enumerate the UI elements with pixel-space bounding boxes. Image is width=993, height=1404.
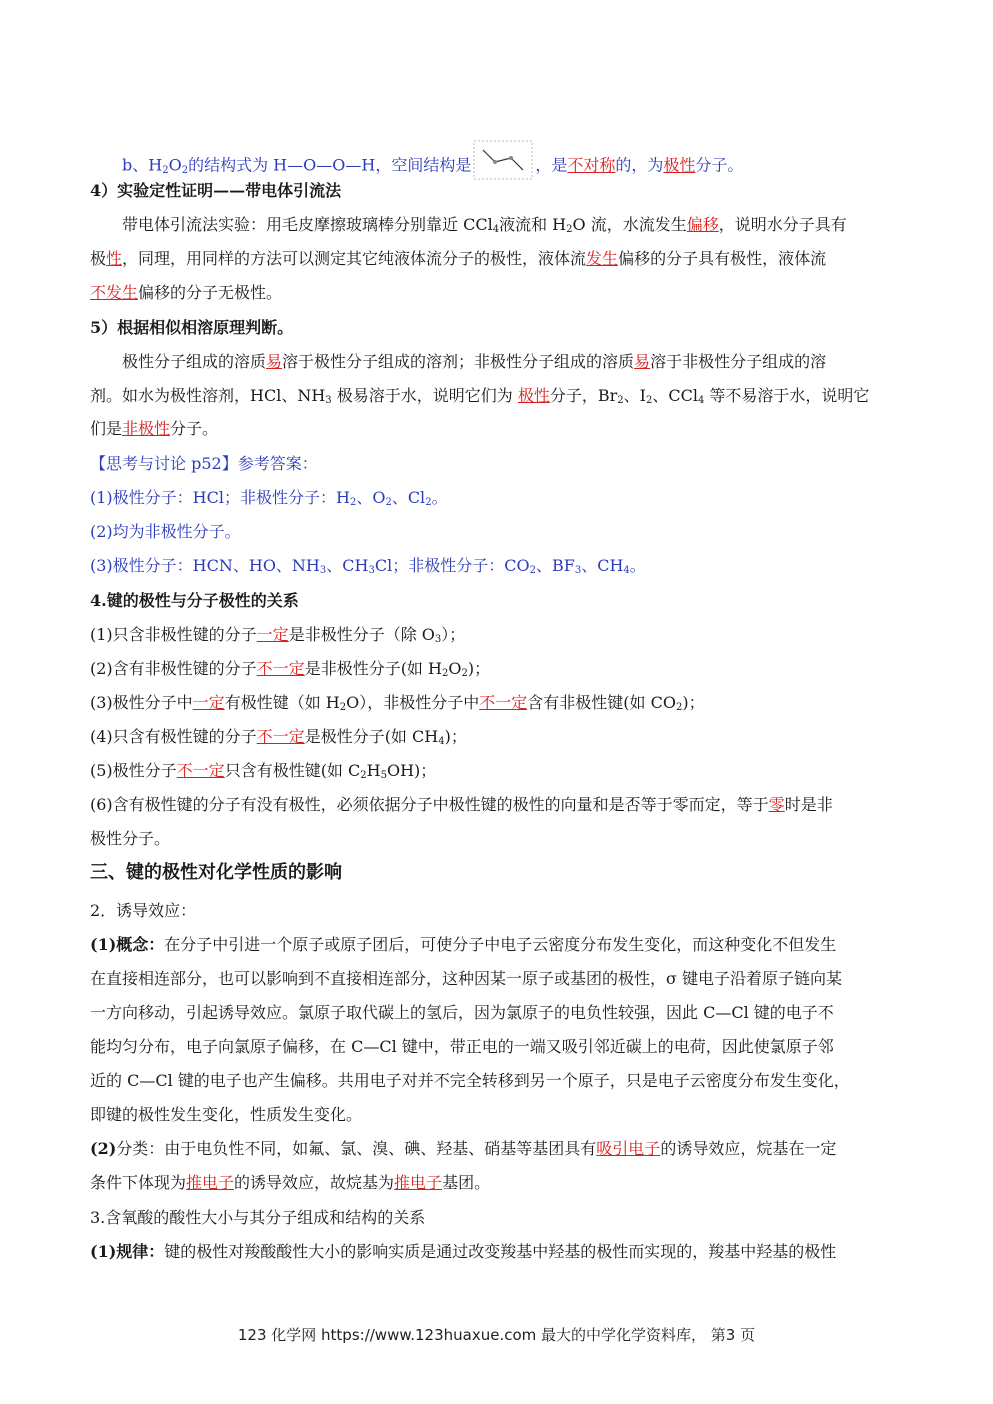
relation-2: (2)含有非极性键的分子不一定是非极性分子(如 $H_2O_2$)； [90, 659, 491, 679]
concept-line6: 即键的极性发生变化，性质发生变化。 [90, 1105, 363, 1124]
concept-line5: 近的 C—Cl 键的电子也产生偏移。共用电子对并不完全转移到另一个原子，只是电子云密度分布发生变化， [90, 1071, 850, 1090]
think-title: 【思考与讨论 p52】参考答案： [90, 454, 318, 473]
concept-line4: 能均匀分布，电子向氯原子偏移，在 C—Cl 键中，带正电的一端又吸引邻近碳上的电荷，因此使氯原子邻 [90, 1037, 834, 1056]
p4-line1: 带电体引流法实验：用毛皮摩擦玻璃棒分别靠近 CCl$_4$液流和 $H_2O$ 流，水流发生偏移，说明水分子具有 [122, 215, 847, 235]
relation-6: (6)含有极性键的分子有没有极性，必须依据分子中极性键的极性的向量和是否等于零而定，等于零时是非 [90, 795, 833, 814]
h2o2-structure-image [473, 140, 533, 180]
relation-3: (3)极性分子中一定有极性键（如 $H_2O$），非极性分子中不一定含有非极性键(如 $CO_2$)； [90, 693, 705, 713]
think-answer-1: (1)极性分子：HCl；非极性分子：$H_2$、$O_2$、$Cl_2$。 [90, 488, 448, 508]
p4-line3: 不发生偏移的分子无极性。 [90, 283, 283, 302]
relation-6-cont: 极性分子。 [90, 829, 171, 848]
relation-1: (1)只含非极性键的分子一定是非极性分子（除 $O_3$）； [90, 625, 466, 645]
page-footer: 123 化学网 https://www.123huaxue.com 最大的中学化学资料库， 第3 页 [237, 1326, 756, 1344]
think-answer-2: (2)均为非极性分子。 [90, 522, 241, 541]
rule-line: (1)规律：键的极性对羧酸酸性大小的影响实质是通过改变羧基中羟基的极性而实现的，羧基中羟基的极性 [90, 1242, 837, 1261]
p5-line2: 剂。如水为极性溶剂，HCl、$NH_3$ 极易溶于水，说明它们为 极性分子，$Br_2$、$I_2$、CCl$_4$ 等不易溶于水，说明它 [90, 386, 870, 406]
think-answer-3: (3)极性分子：HCN、HO、$NH_3$、$CH_3Cl$；非极性分子：$CO_2$、$BF_3$、$CH_4$。 [90, 556, 646, 576]
h2o2-formula: H—O—O—H [273, 155, 376, 175]
concept-line1: (1)概念：在分子中引进一个原子或原子团后，可使分子中电子云密度分布发生变化，而这种变化不但发生 [90, 935, 837, 954]
p5-line1: 极性分子组成的溶质易溶于极性分子组成的溶剂；非极性分子组成的溶质易溶于非极性分子组成的溶 [122, 352, 827, 371]
classify-line1: (2)分类：由于电负性不同，如氟、氯、溴、碘、羟基、硝基等基团具有吸引电子的诱导效应，烷基在一定 [90, 1139, 837, 1158]
section-heading-3: 三、键的极性对化学性质的影响 [90, 862, 342, 883]
p5-line3: 们是非极性分子。 [90, 419, 219, 438]
p4-line2: 极性，同理，用同样的方法可以测定其它纯液体流分子的极性，液体流发生偏移的分子具有极性，液体流 [90, 249, 827, 268]
heading-relation: 4.键的极性与分子极性的关系 [90, 591, 299, 610]
relation-5: (5)极性分子不一定只含有极性键(如 $C_2H_5OH$)； [90, 761, 437, 781]
relation-4: (4)只含有极性键的分子不一定是极性分子(如 $CH_4$)； [90, 727, 467, 747]
classify-line2: 条件下体现为推电子的诱导效应，故烷基为推电子基团。 [90, 1173, 491, 1192]
concept-line2: 在直接相连部分，也可以影响到不直接相连部分，这种因某一原子或基团的极性，σ 键电子沿着原子链向某 [90, 969, 843, 988]
heading-5: 5）根据相似相溶原理判断。 [90, 318, 294, 337]
b-line: b、$H_2O_2$的结构式为 H—O—O—H，空间结构是 ，是不对称的，为极性分子。 [122, 146, 743, 186]
acid-title: 3.含氧酸的酸性大小与其分子组成和结构的关系 [90, 1208, 426, 1227]
heading-4: 4）实验定性证明——带电体引流法 [90, 181, 342, 200]
induction-title: 2．诱导效应： [90, 901, 197, 920]
concept-line3: 一方向移动，引起诱导效应。氯原子取代碳上的氢后，因为氯原子的电负性较强，因此 C—Cl 键的电子不 [90, 1003, 834, 1022]
